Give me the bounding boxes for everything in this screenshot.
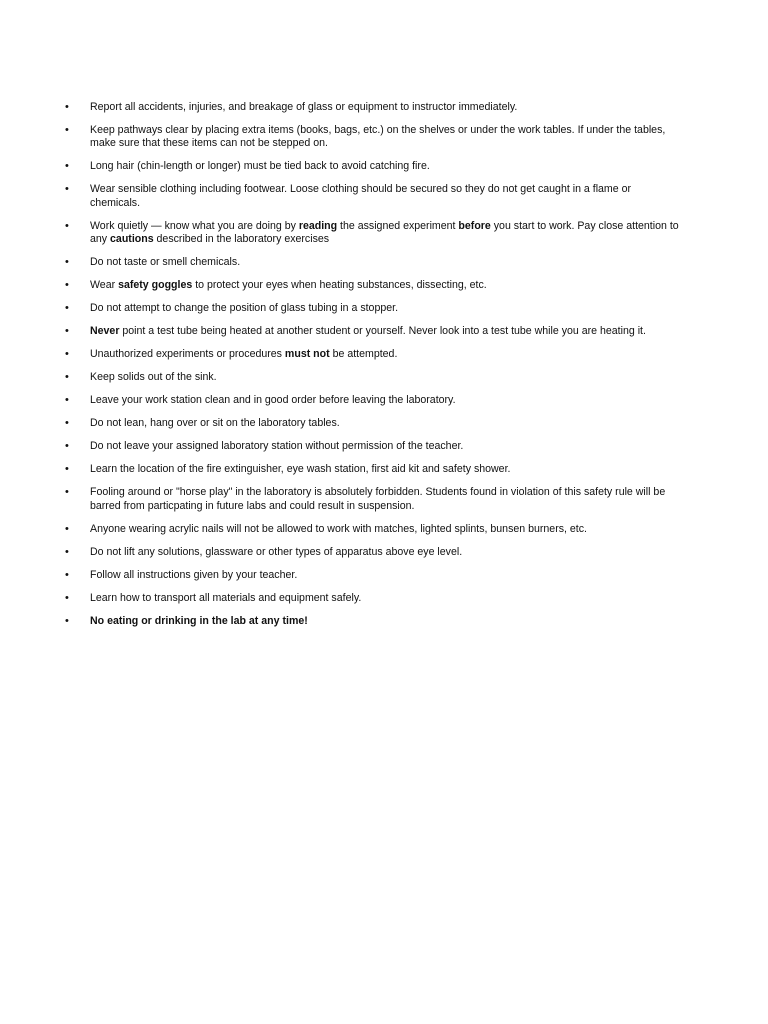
rule-text — [90, 371, 217, 383]
rule-text-segment: Leave your work station clean and in good order before leaving the laboratory. — [90, 394, 456, 407]
rule-text-emphasis: No eating or drinking in the lab at any time! — [90, 614, 308, 627]
rule-text-segment: Anyone wearing acrylic nails will not be allowed to work with matches, lighted splints, bunsen burners, etc. — [90, 522, 587, 535]
bullet-icon: • — [65, 279, 69, 292]
rule-item — [62, 615, 682, 628]
rule-item — [62, 486, 682, 513]
rule-text — [90, 463, 510, 475]
rule-text-segment: Learn the location of the fire extinguisher, eye wash station, first aid kit and safety shower. — [90, 463, 511, 476]
rule-text — [90, 417, 340, 429]
rule-text — [90, 486, 665, 511]
rule-text-segment: Follow all instructions given by your teacher. — [90, 568, 298, 581]
rule-item — [62, 394, 682, 407]
bullet-icon: • — [65, 568, 69, 581]
rule-text-emphasis: safety goggles — [118, 279, 193, 292]
rule-item — [62, 101, 682, 114]
bullet-icon: • — [65, 302, 69, 315]
rule-text-segment: Fooling around or "horse play" in the laboratory is absolutely forbidden. Students found in violation of this safety rule will be barred from particpating in future labs and could result in suspension. — [90, 486, 666, 512]
rule-item — [62, 160, 682, 173]
rule-text-segment: Do not leave your assigned laboratory station without permission of the teacher. — [90, 440, 464, 453]
safety-rules-list — [62, 101, 682, 638]
rule-item — [62, 183, 682, 210]
rule-text — [90, 440, 463, 452]
rule-item — [62, 523, 682, 536]
rule-text — [90, 302, 398, 314]
rule-text-segment: Keep solids out of the sink. — [90, 371, 217, 384]
rule-text — [90, 592, 361, 604]
rule-text-segment: Long hair (chin-length or longer) must be tied back to avoid catching fire. — [90, 160, 430, 173]
rule-item — [62, 256, 682, 269]
rule-text — [90, 546, 462, 558]
bullet-icon: • — [65, 394, 69, 407]
rule-text-segment: Learn how to transport all materials and equipment safely. — [90, 591, 362, 604]
rule-item — [62, 569, 682, 582]
bullet-icon: • — [65, 348, 69, 361]
rule-item — [62, 220, 682, 247]
rule-text-segment: Do not lift any solutions, glassware or other types of apparatus above eye level. — [90, 545, 463, 558]
rule-text — [90, 183, 631, 208]
bullet-icon: • — [65, 256, 69, 269]
rule-text-segment: Wear sensible clothing including footwear. Loose clothing should be secured so they do not get caught in a flame or chemicals. — [90, 183, 632, 209]
rule-text — [90, 220, 679, 245]
rule-text-segment: you start to work. Pay close attention to any — [90, 219, 679, 246]
rule-text-segment: described in the laboratory exercises — [153, 233, 330, 246]
bullet-icon: • — [65, 160, 69, 173]
rule-item — [62, 348, 682, 361]
rule-text-segment: point a test tube being heated at another student or yourself. Never look into a test tube while you are heating it. — [119, 325, 646, 338]
bullet-icon: • — [65, 183, 69, 196]
rule-item — [62, 417, 682, 430]
bullet-icon: • — [65, 614, 69, 627]
rule-text — [90, 523, 587, 535]
bullet-icon: • — [65, 371, 69, 384]
rule-text — [90, 569, 297, 581]
rule-item — [62, 124, 682, 151]
bullet-icon: • — [65, 417, 69, 430]
rule-text-emphasis: reading — [298, 219, 338, 232]
rule-text — [90, 124, 665, 149]
rule-item — [62, 371, 682, 384]
rule-text-segment: Unauthorized experiments or procedures — [90, 348, 285, 361]
rule-text-segment: Keep pathways clear by placing extra items (books, bags, etc.) on the shelves or under the work tables. If under the tables, make sure that these items can not be stepped on. — [90, 124, 666, 150]
rule-text-segment: Do not attempt to change the position of glass tubing in a stopper. — [90, 302, 399, 315]
bullet-icon: • — [65, 486, 69, 499]
bullet-icon: • — [65, 522, 69, 535]
rule-item — [62, 546, 682, 559]
rule-text-segment: Do not taste or smell chemicals. — [90, 256, 241, 269]
rule-text — [90, 101, 517, 113]
bullet-icon: • — [65, 124, 69, 136]
rule-text-segment: Report all accidents, injuries, and breakage of glass or equipment to instructor immediately. — [90, 101, 518, 113]
rule-text-emphasis: cautions — [110, 233, 154, 246]
bullet-icon: • — [65, 101, 69, 113]
rule-item — [62, 325, 682, 338]
rule-text — [90, 160, 430, 172]
rule-text-segment: to protect your eyes when heating substances, dissecting, etc. — [192, 279, 487, 292]
bullet-icon: • — [65, 545, 69, 558]
bullet-icon: • — [65, 219, 69, 232]
bullet-icon: • — [65, 325, 69, 338]
rule-text — [90, 615, 308, 627]
rule-item — [62, 592, 682, 605]
rule-text — [90, 394, 456, 406]
rule-text-emphasis: Never — [90, 325, 120, 338]
rule-text-segment: Do not lean, hang over or sit on the laboratory tables. — [90, 417, 340, 430]
rule-text-emphasis: before — [458, 219, 491, 232]
rule-text-emphasis: must not — [284, 348, 330, 361]
rule-text — [90, 325, 646, 337]
bullet-icon: • — [65, 591, 69, 604]
rule-text — [90, 348, 397, 360]
rule-text — [90, 279, 487, 291]
rule-text — [90, 256, 240, 268]
rule-item — [62, 440, 682, 453]
rule-text-segment: Wear — [90, 279, 119, 292]
rule-item — [62, 279, 682, 292]
rule-text-segment: be attempted. — [329, 348, 398, 361]
rule-item — [62, 302, 682, 315]
bullet-icon: • — [65, 440, 69, 453]
rule-item — [62, 463, 682, 476]
bullet-icon: • — [65, 463, 69, 476]
rule-text-segment: the assigned experiment — [337, 219, 459, 232]
rule-text-segment: Work quietly — know what you are doing by — [90, 219, 299, 232]
